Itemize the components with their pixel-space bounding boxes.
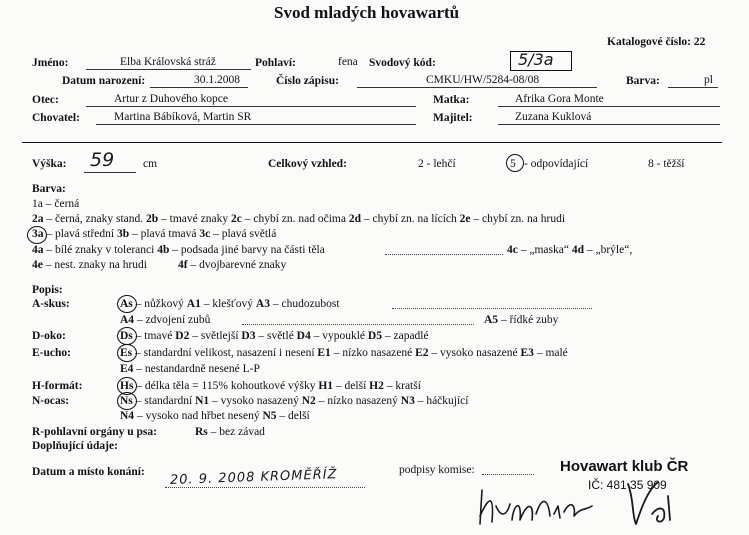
dob-underline: [150, 87, 248, 88]
code-n4: N4: [120, 410, 135, 422]
mother-value: Afrika Gora Monte: [515, 93, 604, 105]
text-2e: – chybí zn. na hrudi: [470, 213, 566, 225]
text-h1: – delší: [333, 380, 370, 392]
text-2a: – černá, znaky stand.: [43, 213, 147, 225]
name-underline: [86, 69, 251, 70]
code-4f: 4f: [178, 259, 188, 271]
owner-value: Zuzana Kuklová: [515, 111, 592, 123]
text-a4: – zdvojení zubů: [134, 314, 211, 326]
text-e2: – vysoko nasazené: [428, 347, 521, 359]
text-es: – standardní velikost, nasazení i nesení: [132, 347, 318, 359]
bite-a4-dotted-line: [242, 324, 474, 325]
text-d5: – zapadlé: [381, 330, 429, 342]
reg-value: CMKU/HW/5284-08/08: [426, 74, 540, 86]
text-a1: – klešťový: [200, 298, 256, 310]
code-2e: 2e: [459, 213, 471, 225]
father-underline: [86, 106, 416, 107]
code-n1: N1: [195, 395, 210, 407]
reg-label: Číslo zápisu:: [276, 75, 339, 87]
code-h2: H2: [369, 380, 384, 392]
text-3c: – plavá světlá: [210, 228, 277, 240]
tail-line-1: [120, 395, 468, 408]
color-line-5b: [178, 259, 286, 272]
code-4b: 4b: [157, 244, 170, 256]
color-line-5: [32, 259, 147, 272]
dob-label: Datum narození:: [62, 75, 146, 87]
text-as: – nůžkový: [132, 298, 187, 310]
code-d2: D2: [175, 330, 190, 342]
text-e4: – nestandardně nesené L-P: [133, 363, 260, 375]
code-e3: E3: [520, 347, 534, 359]
text-e3: – malé: [533, 347, 568, 359]
breeder-value: Martina Bábíková, Martin SR: [114, 111, 252, 123]
code-4a: 4a: [32, 244, 44, 256]
sex-value: fena: [338, 56, 358, 68]
ear-label: E-ucho:: [32, 347, 71, 359]
sex-label: Pohlaví:: [255, 57, 296, 69]
text-4b: – podsada jiné barvy na části těla: [169, 244, 325, 256]
text-ns: – standardní: [132, 395, 196, 407]
color-value: pl: [704, 74, 713, 86]
code-hs: Hs: [120, 380, 134, 392]
code-value: 5/3a: [518, 50, 554, 69]
bite-line-2-right: [484, 314, 558, 327]
page-title: Svod mladých hovawartů: [274, 3, 460, 22]
text-4e: – nest. znaky na hrudi: [42, 259, 147, 271]
code-rs: Rs: [195, 426, 208, 438]
code-d4: D4: [296, 330, 311, 342]
tail-label: N-ocas:: [32, 395, 70, 407]
club-stamp-ic: IČ: 481 35 909: [588, 478, 667, 492]
code-e4: E4: [120, 363, 134, 375]
text-3b: – plavá tmavá: [129, 228, 200, 240]
code-a4: A4: [120, 314, 135, 326]
code-a3: A3: [255, 298, 270, 310]
color-section-title: Barva:: [32, 183, 66, 195]
code-4e: 4e: [32, 259, 43, 271]
height-label: Výška:: [32, 158, 67, 170]
text-n2: – nízko nasazený: [315, 395, 401, 407]
signatures-label: podpisy komise:: [399, 464, 475, 476]
code-ns: Ns: [120, 395, 133, 407]
father-label: Otec:: [32, 94, 59, 106]
owner-underline: [498, 124, 720, 125]
text-a3: – chudozubost: [269, 298, 340, 310]
father-value: Artur z Duhového kopce: [114, 93, 229, 105]
text-d3: – světlé: [255, 330, 297, 342]
catalog-value: 22: [693, 36, 706, 48]
code-e2: E2: [415, 347, 429, 359]
code-3c: 3c: [199, 228, 211, 240]
text-4a: – bílé znaky v toleranci: [43, 244, 158, 256]
text-d4: – vypouklé: [310, 330, 368, 342]
ear-line-2: [120, 363, 260, 376]
date-place-dotted-line: [165, 487, 365, 488]
height-unit: cm: [143, 158, 158, 170]
code-a5: A5: [484, 314, 499, 326]
color-4b-dotted-line: [385, 254, 503, 255]
text-4c: – „maska“: [517, 244, 572, 256]
color-underline: [668, 87, 718, 88]
code-e1: E1: [317, 347, 331, 359]
catalog-number: [607, 36, 705, 49]
text-4d: – „brýle“,: [583, 244, 633, 256]
text-e1: – nízko nasazené: [330, 347, 416, 359]
text-rs: – bez závad: [207, 426, 265, 438]
bite-label: A-skus:: [32, 298, 70, 310]
text-n1: – vysoko nasazený: [209, 395, 302, 407]
code-2b: 2b: [146, 213, 159, 225]
reg-underline: [357, 87, 597, 88]
color-line-4-left: [32, 244, 325, 257]
code-4c: 4c: [507, 244, 518, 256]
code-n3: N3: [400, 395, 415, 407]
name-label: Jméno:: [32, 57, 69, 69]
code-d5: D5: [367, 330, 382, 342]
owner-label: Majitel:: [433, 112, 473, 124]
code-n5: N5: [262, 410, 277, 422]
text-2c: – chybí zn. nad očima: [241, 213, 349, 225]
code-n2: N2: [301, 395, 316, 407]
text-2d: – chybí zn. na lících: [360, 213, 460, 225]
breeder-label: Chovatel:: [32, 112, 80, 124]
organs-label: R-pohlavní orgány u psa:: [32, 426, 157, 438]
code-4d: 4d: [571, 244, 584, 256]
bite-line-1: [120, 298, 340, 311]
overall-option-heavier: 8 - těžší: [648, 158, 685, 170]
tail-line-2: [120, 410, 310, 423]
code-3a: 3a: [32, 228, 44, 240]
text-2b: – tmavé znaky: [158, 213, 231, 225]
text-n4: – vysoko nad hřbet nesený: [134, 410, 263, 422]
header-divider: [22, 142, 722, 143]
eye-label: D-oko:: [32, 330, 66, 342]
code-as: As: [120, 298, 133, 310]
code-2a: 2a: [32, 213, 44, 225]
format-label: H-formát:: [32, 380, 83, 392]
ear-line-1: [120, 347, 568, 360]
club-stamp-name: Hovawart klub ČR: [560, 458, 689, 475]
date-place-value: 20. 9. 2008 KROMĚŘÍŽ: [169, 467, 338, 488]
code-2d: 2d: [348, 213, 361, 225]
catalog-label: Katalogové číslo:: [607, 36, 691, 48]
overall-option-number: 5: [510, 158, 516, 170]
text-n3: – háčkující: [414, 395, 469, 407]
breeder-underline: [96, 124, 416, 125]
text-d2: – světlejší: [189, 330, 242, 342]
text-ds: – tmavé: [132, 330, 176, 342]
color-label: Barva:: [626, 75, 660, 87]
code-2c: 2c: [230, 213, 242, 225]
color-line-2: [32, 213, 565, 226]
code-d3: D3: [241, 330, 256, 342]
eye-line: [120, 330, 429, 343]
color-line-3: [32, 228, 276, 241]
text-n5: – delší: [276, 410, 310, 422]
code-label: Svodový kód:: [369, 57, 436, 69]
name-value: Elba Královská stráž: [120, 56, 216, 68]
height-underline: [84, 172, 136, 173]
mother-label: Matka:: [433, 94, 470, 106]
format-line: [120, 380, 421, 393]
color-line-1: 1a – černá: [32, 198, 80, 210]
text-a5: – řídké zuby: [498, 314, 559, 326]
extra-label: Doplňující údaje:: [32, 440, 118, 452]
height-value: 59: [90, 149, 115, 171]
code-es: Es: [120, 347, 133, 359]
date-place-label: Datum a místo konání:: [32, 466, 145, 478]
description-section-title: Popis:: [32, 284, 63, 296]
overall-option-lighter: 2 - lehčí: [418, 158, 456, 170]
text-hs: – délka těla = 115% kohoutkové výšky: [133, 380, 319, 392]
color-line-4-right: [507, 244, 632, 257]
bite-line-2: [120, 314, 210, 327]
text-4f: – dvojbarevné znaky: [187, 259, 287, 271]
code-3b: 3b: [116, 228, 130, 240]
signature-2-icon: [618, 476, 688, 531]
signature-1-icon: [476, 486, 606, 531]
dob-value: 30.1.2008: [194, 74, 240, 86]
code-ds: Ds: [120, 330, 133, 342]
text-3a: – plavá střední: [43, 228, 117, 240]
code-h1: H1: [318, 380, 334, 392]
overall-option-corresponding: - odpovídající: [524, 158, 589, 170]
bite-a3-dotted-line: [392, 308, 592, 309]
mother-underline: [498, 106, 720, 107]
signatures-dotted-line: [482, 474, 534, 475]
code-a1: A1: [186, 298, 201, 310]
organs-line: [195, 426, 265, 439]
overall-label: Celkový vzhled:: [268, 158, 347, 170]
text-h2: – kratší: [383, 380, 421, 392]
